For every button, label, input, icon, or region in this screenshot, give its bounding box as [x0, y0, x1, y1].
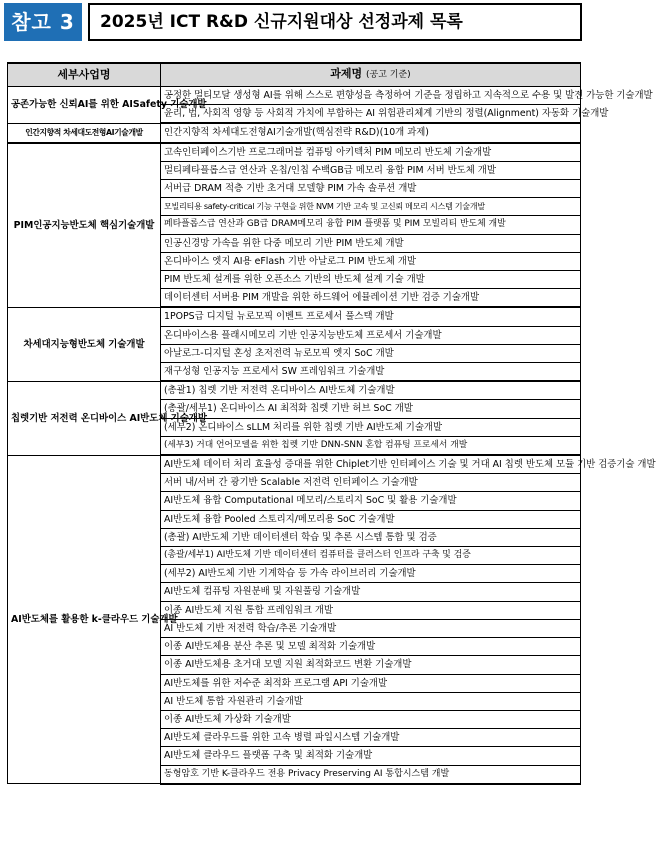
project-name: (세부2) AI반도체 기반 기계학습 등 가속 라이브러리 기술개발: [161, 565, 581, 583]
project-name: 모빌리티용 safety-critical 기능 구현을 위한 NVM 기반 고속 및 고신뢰 메모리 시스템 기술개발: [161, 198, 581, 216]
project-name: AI반도체 클라우드를 위한 고속 병렬 파일시스템 기술개발: [161, 729, 581, 747]
project-name: 이종 AI반도체 가상화 기술개발: [161, 710, 581, 728]
program-name: AI반도체를 활용한 k-클라우드 기술개발: [8, 455, 161, 784]
program-name: 공존가능한 신뢰AI를 위한 AISafety 기술개발: [8, 87, 161, 124]
project-name: AI반도체 데이터 처리 효율성 증대를 위한 Chiplet기반 인터페이스 기술 및 거대 AI 칩렛 반도체 모듈 기반 검증기술 개발: [161, 455, 581, 474]
project-name: 데이터센터 서버용 PIM 개발을 위한 하드웨어 에뮬레이션 기반 검증 기술개발: [161, 289, 581, 308]
project-name: (총괄) AI반도체 기반 데이터센터 학습 및 추론 시스템 통합 및 검증: [161, 528, 581, 546]
page-title: 2025년 ICT R&D 신규지원대상 선정과제 목록: [88, 3, 582, 41]
project-name: AI반도체 융합 Computational 메모리/스토리지 SoC 및 활용 기술개발: [161, 492, 581, 510]
project-name: (세부3) 거대 언어모델을 위한 칩렛 기반 DNN-SNN 혼합 컴퓨팅 프로세서 개발: [161, 436, 581, 455]
table-row: [8, 143, 581, 162]
column-header-project-label: 과제명: [330, 67, 363, 81]
table-row: [8, 123, 581, 142]
project-name: AI반도체 클라우드 플랫폼 구축 및 최적화 기술개발: [161, 747, 581, 765]
program-name: 인간지향적 차세대도전형AI기술개발: [8, 123, 161, 142]
project-name: PIM 반도체 설계를 위한 오픈소스 기반의 반도체 설계 기술 개발: [161, 271, 581, 289]
reference-badge: 참고 3: [4, 3, 82, 41]
project-name: 아날로그-디지털 혼성 초저전력 뉴로모픽 엣지 SoC 개발: [161, 344, 581, 362]
project-name: AI 반도체 기반 저전력 학습/추론 기술개발: [161, 619, 581, 637]
table-row: [8, 87, 581, 105]
column-header-project-note: (공고 기준): [366, 70, 411, 81]
program-name: 칩렛기반 저전력 온디바이스 AI반도체 기술개발: [8, 381, 161, 455]
project-name: 공정한 멀티모달 생성형 AI를 위해 스스로 편향성을 측정하여 기준을 정립하고 지속적으로 수용 및 발전 가능한 기술개발: [161, 87, 581, 105]
project-name: 서버 내/서버 간 광기반 Scalable 저전력 인터페이스 기술개발: [161, 474, 581, 492]
project-name: 온디바이스용 플래시메모리 기반 인공지능반도체 프로세서 기술개발: [161, 326, 581, 344]
project-name: 동형암호 기반 K-클라우드 전용 Privacy Preserving AI 통합시스템 개발: [161, 765, 581, 784]
project-name: (세부2) 온디바이스 sLLM 처리를 위한 칩렛 기반 AI반도체 기술개발: [161, 418, 581, 436]
program-name: PIM인공지능반도체 핵심기술개발: [8, 143, 161, 308]
project-name: 이종 AI반도체 지원 통합 프레임워크 개발: [161, 601, 581, 619]
project-name: 페타플롭스급 연산과 GB급 DRAM메모리 융합 PIM 플랫폼 및 PIM 모빌리티 반도체 개발: [161, 216, 581, 234]
project-name: 인간지향적 차세대도전형AI기술개발(핵심전략 R&D)(10개 과제): [161, 123, 581, 142]
project-name: AI 반도체 통합 자원관리 기술개발: [161, 692, 581, 710]
project-name: 재구성형 인공지능 프로세서 SW 프레임워크 기술개발: [161, 363, 581, 382]
project-name: AI반도체 컴퓨팅 자원분배 및 자원풀링 기술개발: [161, 583, 581, 601]
project-name: (총괄/세부1) AI반도체 기반 데이터센터 컴퓨터를 클러스터 인프라 구축 및 검증: [161, 547, 581, 565]
project-name: (총괄/세부1) 온디바이스 AI 최적화 칩렛 기반 허브 SoC 개발: [161, 400, 581, 418]
project-name: (총괄1) 칩렛 기반 저전력 온디바이스 AI반도체 기술개발: [161, 381, 581, 400]
column-header-program: 세부사업명: [8, 63, 161, 87]
project-name: 온디바이스 엣지 AI용 eFlash 기반 아날로그 PIM 반도체 개발: [161, 252, 581, 270]
project-name: 1POPS급 디지털 뉴로모픽 이벤트 프로세서 풀스택 개발: [161, 307, 581, 326]
project-table: [7, 62, 656, 785]
project-name: 고속인터페이스기반 프로그래머블 컴퓨팅 아키텍처 PIM 메모리 반도체 기술개발: [161, 143, 581, 162]
project-name: 이종 AI반도체용 분산 추론 및 모델 최적화 기술개발: [161, 638, 581, 656]
table-row: [8, 307, 581, 326]
project-name: AI반도체 융합 Pooled 스토리지/메모리용 SoC 기술개발: [161, 510, 581, 528]
project-name: AI반도체를 위한 저수준 최적화 프로그램 API 기술개발: [161, 674, 581, 692]
project-name: 이종 AI반도체용 초거대 모델 지원 최적화코드 변환 기술개발: [161, 656, 581, 674]
project-name: 인공신경망 가속을 위한 다중 메모리 기반 PIM 반도체 개발: [161, 234, 581, 252]
table-row: [8, 381, 581, 400]
program-name: 차세대지능형반도체 기술개발: [8, 307, 161, 381]
table-header-row: [8, 63, 581, 87]
project-name: 멀티페타플롭스급 연산과 온칩/인칩 수백GB급 메모리 융합 PIM 서버 반도체 개발: [161, 161, 581, 179]
column-header-project: [161, 63, 581, 87]
project-name: 서버급 DRAM 적층 기반 초거대 모델향 PIM 가속 솔루션 개발: [161, 180, 581, 198]
header: [4, 3, 582, 41]
project-name: 윤리, 법, 사회적 영향 등 사회적 가치에 부합하는 AI 위험관리체계 기반의 정렬(Alignment) 자동화 기술개발: [161, 105, 581, 124]
table-row: [8, 455, 581, 474]
